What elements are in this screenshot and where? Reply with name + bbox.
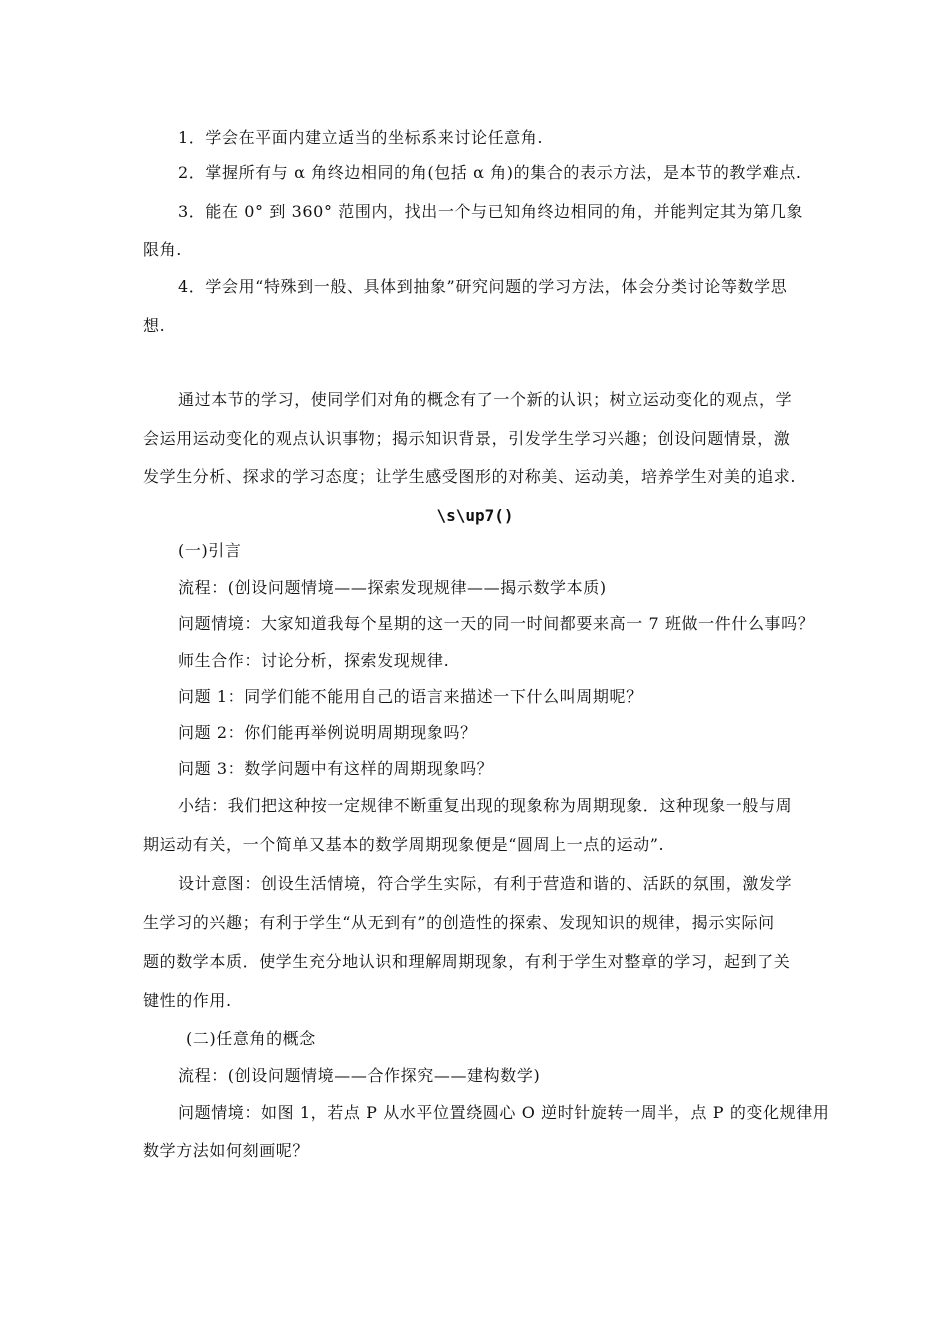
question-1: 问题 1：同学们能不能用自己的语言来描述一下什么叫周期呢？ [178,687,643,706]
question-3: 问题 3：数学问题中有这样的周期现象吗？ [178,759,494,778]
design-intent-line-2: 生学习的兴趣；有利于学生“从无到有”的创造性的探索、发现知识的规律，揭示实际问 [143,913,775,932]
values-paragraph-line-1: 通过本节的学习，使同学们对角的概念有了一个新的认识；树立运动变化的观点，学 [178,390,793,409]
values-paragraph-line-2: 会运用运动变化的观点认识事物；揭示知识背景，引发学生学习兴趣；创设问题情景，激 [143,429,791,448]
values-paragraph-line-3: 发学生分析、探求的学习态度；让学生感受图形的对称美、运动美，培养学生对美的追求. [143,467,797,486]
section-2-flow: 流程：(创设问题情境——合作探究——建构数学) [178,1066,541,1085]
field-code-text: \s\up7() [436,506,514,525]
design-intent-line-3: 题的数学本质．使学生充分地认识和理解周期现象，有利于学生对整章的学习，起到了关 [143,952,791,971]
objective-item-4-line-1: 4．学会用“特殊到一般、具体到抽象”研究问题的学习方法，体会分类讨论等数学思 [178,277,788,296]
objective-item-1: 1．学会在平面内建立适当的坐标系来讨论任意角. [178,128,544,147]
question-2: 问题 2：你们能再举例说明周期现象吗？ [178,723,477,742]
design-intent-line-4: 键性的作用. [143,991,232,1010]
objective-item-3-line-1: 3．能在 0° 到 360° 范围内，找出一个与已知角终边相同的角，并能判定其为第几象 [178,202,804,221]
objective-item-4-line-2: 想. [143,316,166,335]
objective-item-3-line-2: 限角. [143,240,182,259]
summary-line-2: 期运动有关，一个简单又基本的数学周期现象便是“圆周上一点的运动”. [143,835,665,854]
section-1-heading: (一)引言 [178,541,242,560]
section-2-situation-line-2: 数学方法如何刻画呢？ [143,1141,310,1160]
section-2-situation-line-1: 问题情境：如图 1，若点 P 从水平位置绕圆心 O 逆时针旋转一周半，点 P 的变化规律用 [178,1103,830,1122]
objective-item-2: 2．掌握所有与 α 角终边相同的角(包括 α 角)的集合的表示方法，是本节的教学难点. [178,163,802,182]
section-2-heading: (二)任意角的概念 [186,1029,316,1048]
summary-line-1: 小结：我们把这种按一定规律不断重复出现的现象称为周期现象．这种现象一般与周 [178,796,793,815]
section-1-situation: 问题情境：大家知道我每个星期的这一天的同一时间都要来高一 7 班做一件什么事吗？ [178,614,815,633]
section-1-cooperation: 师生合作：讨论分析，探索发现规律. [178,651,450,670]
section-1-flow: 流程：(创设问题情境——探索发现规律——揭示数学本质) [178,578,607,597]
design-intent-line-1: 设计意图：创设生活情境，符合学生实际，有利于营造和谐的、活跃的氛围，激发学 [178,874,793,893]
